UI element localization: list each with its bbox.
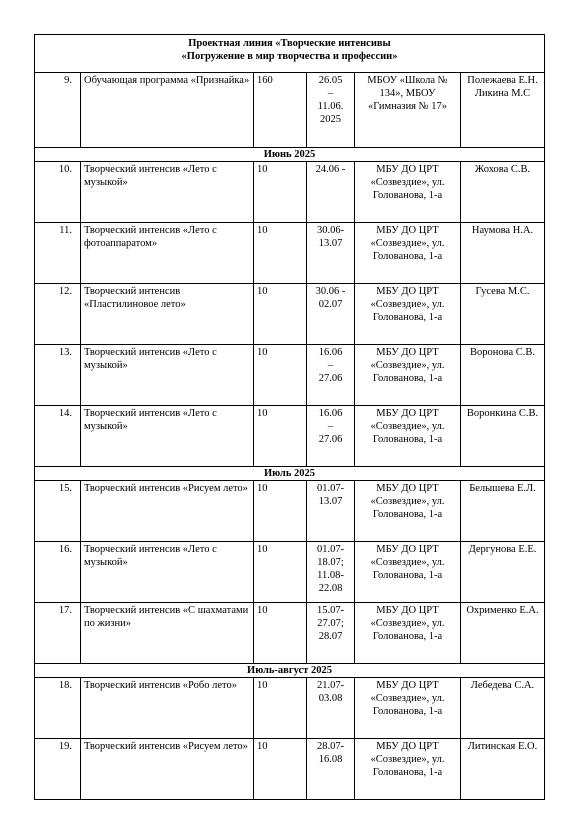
event-name-cell: Творческий интенсив «Робо лето» <box>81 678 254 739</box>
event-name-cell: Творческий интенсив «Лето с фотоаппаратом» <box>81 223 254 284</box>
table-row <box>35 284 545 345</box>
participants-count-cell: 10 <box>254 739 307 800</box>
row-number-cell: 10. <box>35 162 81 223</box>
table-header-row <box>35 35 545 73</box>
section-header-row <box>35 148 545 162</box>
table-row <box>35 223 545 284</box>
table-row <box>35 162 545 223</box>
date-line: – <box>327 88 334 99</box>
table-row <box>35 73 545 148</box>
responsible-person-cell: Полежаева Е.Н. Ликина М.С <box>461 73 545 148</box>
section-header-row <box>35 664 545 678</box>
event-dates-cell <box>307 73 355 148</box>
date-line: 26.05 <box>318 75 343 86</box>
section-title: Июль-август 2025 <box>35 664 545 678</box>
event-dates-cell <box>307 162 355 223</box>
venue-cell: МБОУ «Школа № 134», МБОУ «Гимназия № 17» <box>355 73 461 148</box>
date-line: 30.06 - <box>315 286 346 297</box>
participants-count-cell: 10 <box>254 678 307 739</box>
venue-cell: МБУ ДО ЦРТ «Созвездие», ул. Голованова, 1-а <box>355 406 461 467</box>
date-line: 27.07; <box>317 618 344 629</box>
date-line: 16.06 <box>318 408 343 419</box>
venue-cell: МБУ ДО ЦРТ «Созвездие», ул. Голованова, 1-а <box>355 162 461 223</box>
event-name-cell: Творческий интенсив «Лето с музыкой» <box>81 542 254 603</box>
table-row <box>35 678 545 739</box>
event-name-cell: Творческий интенсив «Лето с музыкой» <box>81 345 254 406</box>
date-line: 18.07; <box>317 557 344 568</box>
date-line: 16.08 <box>318 754 343 765</box>
participants-count-cell: 160 <box>254 73 307 148</box>
date-line: 28.07- <box>316 741 345 752</box>
event-name-cell: Творческий интенсив «С шахматами по жизни» <box>81 603 254 664</box>
event-name-cell: Творческий интенсив «Рисуем лето» <box>81 739 254 800</box>
date-line: 01.07- <box>316 483 345 494</box>
section-title: Июнь 2025 <box>35 148 545 162</box>
row-number-cell: 11. <box>35 223 81 284</box>
responsible-person-cell: Воронова С.В. <box>461 345 545 406</box>
row-number-cell: 9. <box>35 73 81 148</box>
event-dates-cell <box>307 345 355 406</box>
row-number-cell: 19. <box>35 739 81 800</box>
responsible-person-cell: Охрименко Е.А. <box>461 603 545 664</box>
participants-count-cell: 10 <box>254 223 307 284</box>
row-number-cell: 15. <box>35 481 81 542</box>
date-line: 22.08 <box>318 583 343 594</box>
venue-cell: МБУ ДО ЦРТ «Созвездие», ул. Голованова, 1-а <box>355 542 461 603</box>
date-line: 2025 <box>320 114 341 125</box>
row-number-cell: 13. <box>35 345 81 406</box>
participants-count-cell: 10 <box>254 542 307 603</box>
row-number-cell: 18. <box>35 678 81 739</box>
participants-count-cell: 10 <box>254 603 307 664</box>
table-row <box>35 481 545 542</box>
date-line: 21.07- <box>316 680 345 691</box>
date-line: 27.06 <box>318 373 343 384</box>
event-dates-cell <box>307 678 355 739</box>
date-line: 24.06 - <box>315 164 346 175</box>
venue-cell: МБУ ДО ЦРТ «Созвездие», ул. Голованова, 1-а <box>355 739 461 800</box>
participants-count-cell: 10 <box>254 345 307 406</box>
date-line: 28.07 <box>318 631 343 642</box>
responsible-person-cell: Дергунова Е.Е. <box>461 542 545 603</box>
event-dates-cell <box>307 406 355 467</box>
table-row <box>35 542 545 603</box>
table-title <box>35 35 545 73</box>
row-number-cell: 12. <box>35 284 81 345</box>
responsible-person-cell: Жохова С.В. <box>461 162 545 223</box>
table-row <box>35 603 545 664</box>
table-row <box>35 406 545 467</box>
responsible-person-cell: Воронкина С.В. <box>461 406 545 467</box>
date-line: – <box>327 421 334 432</box>
date-line: 01.07- <box>316 544 345 555</box>
responsible-person-cell: Лебедева С.А. <box>461 678 545 739</box>
table-row <box>35 345 545 406</box>
venue-cell: МБУ ДО ЦРТ «Созвездие», ул. Голованова, 1-а <box>355 603 461 664</box>
row-number-cell: 16. <box>35 542 81 603</box>
date-line: 13.07 <box>318 238 343 249</box>
date-line: 11.08- <box>317 570 344 581</box>
responsible-person-cell: Белышева Е.Л. <box>461 481 545 542</box>
event-dates-cell <box>307 542 355 603</box>
event-dates-cell <box>307 223 355 284</box>
date-line: 02.07 <box>318 299 343 310</box>
table-row <box>35 739 545 800</box>
participants-count-cell: 10 <box>254 162 307 223</box>
date-line: 15.07- <box>316 605 345 616</box>
event-dates-cell <box>307 739 355 800</box>
venue-cell: МБУ ДО ЦРТ «Созвездие», ул. Голованова, 1-а <box>355 284 461 345</box>
responsible-person-cell: Наумова Н.А. <box>461 223 545 284</box>
event-name-cell: Творческий интенсив «Рисуем лето» <box>81 481 254 542</box>
participants-count-cell: 10 <box>254 284 307 345</box>
date-line: 30.06- <box>316 225 345 236</box>
participants-count-cell: 10 <box>254 481 307 542</box>
section-header-row <box>35 467 545 481</box>
date-line: 11.06. <box>317 101 344 112</box>
date-line: 27.06 <box>318 434 343 445</box>
participants-count-cell: 10 <box>254 406 307 467</box>
event-name-cell: Творческий интенсив «Лето с музыкой» <box>81 406 254 467</box>
venue-cell: МБУ ДО ЦРТ «Созвездие», ул. Голованова, 1-а <box>355 678 461 739</box>
date-line: 03.08 <box>318 693 343 704</box>
event-dates-cell <box>307 284 355 345</box>
date-line: 13.07 <box>318 496 343 507</box>
venue-cell: МБУ ДО ЦРТ «Созвездие», ул. Голованова, 1-а <box>355 481 461 542</box>
responsible-person-cell: Гусева М.С. <box>461 284 545 345</box>
date-line: – <box>327 360 334 371</box>
event-dates-cell <box>307 603 355 664</box>
venue-cell: МБУ ДО ЦРТ «Созвездие», ул. Голованова, 1-а <box>355 345 461 406</box>
events-table <box>34 34 545 800</box>
row-number-cell: 14. <box>35 406 81 467</box>
event-name-cell: Творческий интенсив «Лето с музыкой» <box>81 162 254 223</box>
responsible-person-cell: Литинская Е.О. <box>461 739 545 800</box>
event-name-cell: Обучающая программа «Признайка» <box>81 73 254 148</box>
table-title-line-2: «Погружение в мир творчества и профессии» <box>181 51 398 62</box>
date-line: 16.06 <box>318 347 343 358</box>
table-title-line-1: Проектная линия «Творческие интенсивы <box>188 38 391 49</box>
event-dates-cell <box>307 481 355 542</box>
row-number-cell: 17. <box>35 603 81 664</box>
venue-cell: МБУ ДО ЦРТ «Созвездие», ул. Голованова, 1-а <box>355 223 461 284</box>
section-title: Июль 2025 <box>35 467 545 481</box>
event-name-cell: Творческий интенсив «Пластилиновое лето» <box>81 284 254 345</box>
